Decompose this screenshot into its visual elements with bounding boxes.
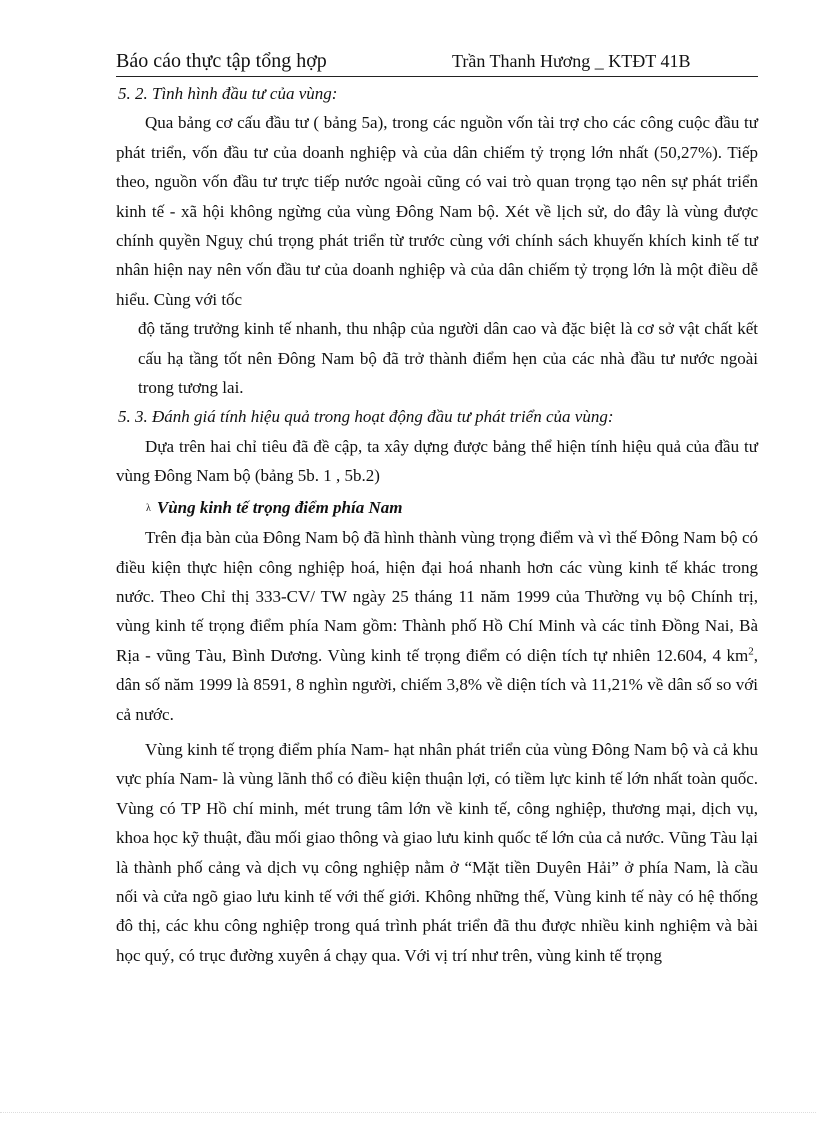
section-5-2-heading: 5. 2. Tình hình đầu tư của vùng:: [118, 84, 338, 103]
header-author: Trần Thanh Hương _ KTĐT 41B: [452, 51, 691, 71]
section-5-3-heading: 5. 3. Đánh giá tính hiệu quả trong hoạt động đầu tư phát triển của vùng:: [118, 407, 614, 427]
section-5-2-paragraph-continued: độ tăng trưởng kinh tế nhanh, thu nhập của người dân cao và đặc biệt là cơ sở vật chất kết cấu hạ tầng tốt nên Đông Nam bộ đã trở thành điểm hẹn của các nhà đầu tư nước ngoài trong tương lai.: [138, 319, 758, 398]
document-body: [116, 79, 758, 970]
page-bottom-rule: [0, 1112, 816, 1113]
subheading-text: Vùng kinh tế trọng điểm phía Nam: [156, 497, 403, 517]
bullet-icon: λ: [146, 502, 151, 514]
section-5-2-paragraph: Qua bảng cơ cấu đầu tư ( bảng 5a), trong các nguồn vốn tài trợ cho các công cuộc đầu tư phát triển, vốn đầu tư của doanh nghiệp và của dân chiếm tỷ trọng lớn nhất (50,27%). Tiếp theo, nguồn vốn đầu tư trực tiếp nước ngoài cũng có vai trò quan trọng tạo nên sự phát triển kinh tế - xã hội không ngừng của vùng Đông Nam bộ. Xét về lịch sử, do đây là vùng được chính quyền Nguỵ chú trọng phát triển từ trước cùng với chính sách khuyến khích kinh tế tư nhân hiện nay nên vốn đầu tư của doanh nghiệp và của dân chiếm tỷ trọng lớn là một điều dễ hiểu. Cùng với tốc: [116, 113, 758, 309]
subheading-southern-key-economic-zone: [116, 493, 758, 523]
key-zone-paragraph-part-2: , dân số năm 1999 là 8591, 8 nghìn người, chiếm 3,8% về diện tích và 11,21% về dân số so với cả nước.: [116, 645, 758, 724]
page-header: [116, 50, 758, 77]
key-zone-core-paragraph: Vùng kinh tế trọng điểm phía Nam- hạt nhân phát triển của vùng Đông Nam bộ và cả khu vực phía Nam- là vùng lãnh thổ có điều kiện thuận lợi, có tiềm lực kinh tế lớn nhất toàn quốc. Vùng có TP Hồ chí minh, mét trung tâm lớn về kinh tế, công nghiệp, thương mại, dịch vụ, khoa học kỹ thuật, đầu mối giao thông và giao lưu kinh quốc tế lớn của cả nước. Vũng Tàu lại là thành phố cảng và dịch vụ công nghiệp nằm ở “Mặt tiền Duyên Hải” ở phía Nam, là cầu nối và cửa ngõ giao lưu kinh tế với thế giới. Không những thế, Vùng kinh tế này có hệ thống đô thị, các khu công nghiệp trong quá trình phát triển đã thu được nhiều kinh nghiệm và bài học quý, có trục đường xuyên á chạy qua. Với vị trí như trên, vùng kinh tế trọng: [116, 739, 758, 965]
key-zone-paragraph: [116, 523, 758, 729]
key-zone-paragraph-part-1: Trên địa bàn của Đông Nam bộ đã hình thành vùng trọng điểm và vì thế Đông Nam bộ có điều kiện thực hiện công nghiệp hoá, hiện đại hoá nhanh hơn các vùng kinh tế khác trong nước. Theo Chỉ thị 333-CV/ TW ngày 25 tháng 11 năm 1999 của Thường vụ bộ Chính trị, vùng kinh tế trọng điểm phía Nam gồm: Thành phố Hồ Chí Minh và các tỉnh Đồng Nai, Bà Rịa - vũng Tàu, Bình Dương. Vùng kinh tế trọng điểm có diện tích tự nhiên 12.604, 4 km: [116, 528, 758, 665]
superscript-2: 2: [748, 645, 754, 658]
section-5-3-paragraph: Dựa trên hai chỉ tiêu đã đề cập, ta xây dựng được bảng thể hiện tính hiệu quả của đầu tư vùng Đông Nam bộ (bảng 5b. 1 , 5b.2): [116, 436, 758, 486]
header-report-title: Báo cáo thực tập tổng hợp: [116, 50, 327, 72]
